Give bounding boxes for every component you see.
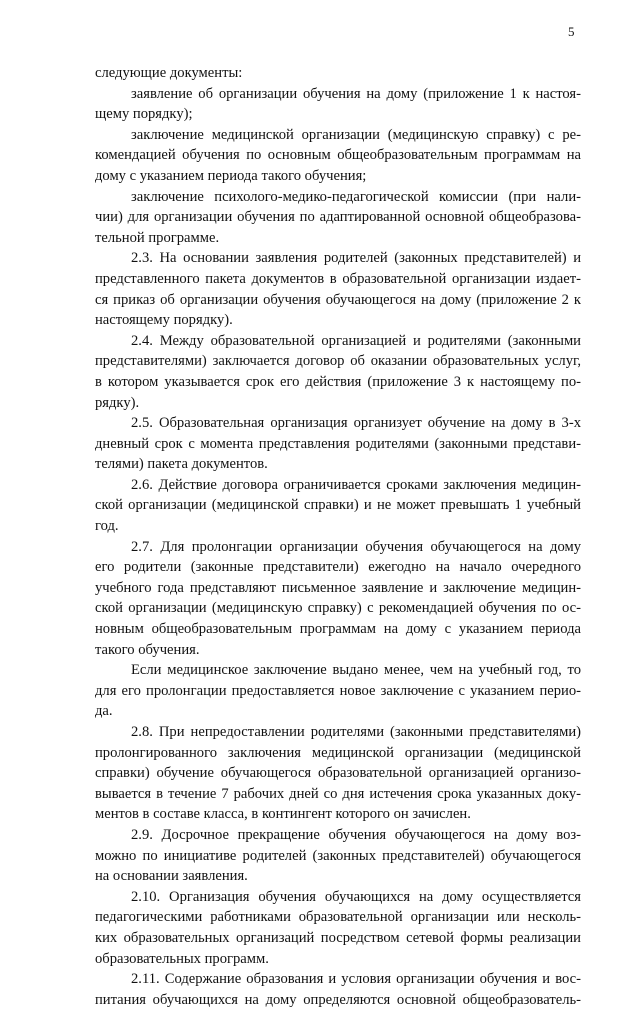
text-line: год. [95, 518, 119, 535]
text-line: педагогическими работниками образовательной организации или несколь- [95, 909, 581, 926]
text-line: для его пролонгации предоставляется новое заключение с указанием перио- [95, 682, 581, 699]
text-line: 2.11. Содержание образования и условия организации обучения и вос- [131, 971, 581, 988]
text-line: пролонгированного заключения медицинской организации (медицинской [95, 744, 581, 761]
text-line: заявление об организации обучения на дому (приложение 1 к настоя- [131, 85, 581, 102]
text-line: в котором указывается срок его действия (приложение 3 к настоящему по- [95, 373, 581, 390]
text-line: 2.6. Действие договора ограничивается сроками заключения медицин- [131, 476, 581, 493]
text-line: ментов в составе класса, в контингент которого он зачислен. [95, 806, 471, 823]
text-line: 2.8. При непредоставлении родителями (законными представителями) [131, 724, 581, 740]
text-line: новным общеобразовательным программам на дому с указанием периода [95, 621, 581, 638]
text-line: справки) обучение обучающегося образовательной организацией организо- [95, 765, 581, 782]
text-line: чии) для организации обучения по адаптированной основной общеобразова- [95, 209, 581, 226]
text-line: настоящему порядку). [95, 312, 233, 329]
text-line: рядку). [95, 394, 140, 411]
text-line: учебного года представляют письменное заявление и заключение медицин- [95, 579, 581, 596]
text-line: 2.5. Образовательная организация организует обучение на дому в 3-х [131, 415, 581, 432]
document-body [95, 63, 581, 1010]
text-line: щему порядку); [95, 106, 193, 123]
text-line: вывается в течение 7 рабочих дней со дня истечения срока указанных доку- [95, 785, 581, 802]
text-line: образовательных программ. [95, 950, 269, 967]
text-line: заключение психолого-медико-педагогической комиссии (при нали- [131, 188, 581, 205]
text-line: ких образовательных организаций посредством сетевой формы реализации [95, 929, 581, 946]
text-line: ской организации (медицинскую справку) с рекомендацией обучения по ос- [95, 600, 581, 617]
text-line: представителями) заключается договор об оказании образовательных услуг, [95, 353, 581, 370]
text-line: можно по инициативе родителей (законных представителей) обучающегося [95, 847, 581, 864]
text-line: дневный срок с момента представления родителями (законными представи- [95, 435, 581, 452]
text-line: да. [95, 703, 113, 720]
text-line: 2.9. Досрочное прекращение обучения обучающегося на дому воз- [131, 826, 581, 843]
text-line: такого обучения. [95, 641, 200, 658]
text-line: на основании заявления. [95, 868, 248, 885]
page-number: 5 [568, 24, 575, 39]
text-line: дому с указанием периода такого обучения; [95, 167, 367, 184]
text-line: следующие документы: [95, 65, 243, 81]
text-line: 2.7. Для пролонгации организации обучения обучающегося на дому [131, 538, 581, 555]
text-line: ся приказ об организации обучения обучающегося на дому (приложение 2 к [95, 291, 581, 308]
text-line: представленного пакета документов в образовательной организации издает- [95, 270, 581, 287]
text-line: его родители (законные представители) ежегодно на начало очередного [95, 559, 581, 576]
text-line: питания обучающихся на дому определяются основной общеобразователь- [95, 991, 581, 1008]
text-line: Если медицинское заключение выдано менее, чем на учебный год, то [131, 662, 581, 679]
text-line: телями) пакета документов. [95, 456, 268, 473]
text-line: тельной программе. [95, 229, 220, 246]
text-line: 2.10. Организация обучения обучающихся на дому осуществляется [131, 888, 581, 905]
text-line: 2.3. На основании заявления родителей (законных представителей) и [131, 250, 581, 267]
text-line: ской организации (медицинской справки) и не может превышать 1 учебный [95, 497, 581, 514]
text-line: 2.4. Между образовательной организацией и родителями (законными [131, 332, 581, 349]
text-line: комендацией обучения по основным общеобразовательным программам на [95, 147, 581, 164]
text-line: заключение медицинской организации (медицинскую справку) с ре- [131, 126, 581, 143]
